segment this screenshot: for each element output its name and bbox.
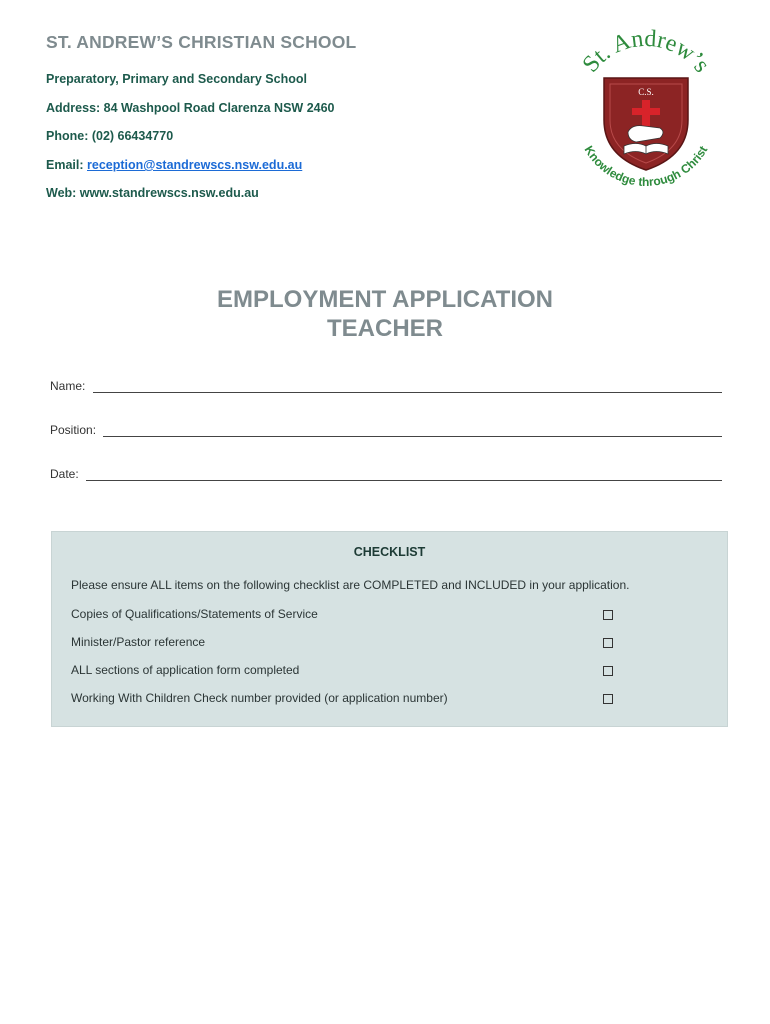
checklist-item: Working With Children Check number provided (or application number) — [71, 691, 448, 705]
school-web: Web: www.standrewscs.nsw.edu.au — [46, 186, 259, 200]
date-input-line[interactable] — [86, 468, 722, 481]
logo-motto: Knowledge through Christ — [581, 143, 711, 188]
position-label: Position: — [50, 423, 100, 437]
date-field[interactable] — [50, 465, 722, 481]
checklist-checkbox[interactable] — [603, 694, 613, 704]
position-input-line[interactable] — [103, 424, 722, 437]
date-label: Date: — [50, 467, 83, 481]
checklist-intro: Please ensure ALL items on the following checklist are COMPLETED and INCLUDED in your application. — [71, 578, 630, 592]
email-label: Email: — [46, 158, 87, 172]
checklist-panel — [51, 531, 728, 727]
school-address: Address: 84 Washpool Road Clarenza NSW 2460 — [46, 101, 335, 115]
logo-initials: C.S. — [638, 87, 654, 97]
name-input-line[interactable] — [93, 380, 722, 393]
checklist-item: Minister/Pastor reference — [71, 635, 206, 649]
checklist-checkbox[interactable] — [603, 638, 613, 648]
name-label: Name: — [50, 379, 89, 393]
form-title-line1: EMPLOYMENT APPLICATION — [217, 286, 553, 313]
checklist-checkbox[interactable] — [603, 666, 613, 676]
school-email — [46, 158, 302, 172]
checklist-item: ALL sections of application form completed — [71, 663, 300, 677]
form-title-line2: TEACHER — [326, 315, 443, 342]
logo-top-text: St. Andrew’s — [577, 28, 715, 78]
checklist-title: CHECKLIST — [353, 545, 426, 559]
name-field[interactable] — [50, 377, 722, 393]
school-name: ST. ANDREW’S CHRISTIAN SCHOOL — [46, 32, 357, 52]
checklist-item: Copies of Qualifications/Statements of Service — [71, 607, 318, 621]
checklist-checkbox[interactable] — [603, 610, 613, 620]
school-tagline: Preparatory, Primary and Secondary School — [46, 72, 307, 86]
school-phone: Phone: (02) 66434770 — [46, 129, 174, 143]
email-link[interactable]: reception@standrewscs.nsw.edu.au — [87, 158, 303, 172]
position-field[interactable] — [50, 421, 722, 437]
school-logo — [566, 28, 726, 188]
